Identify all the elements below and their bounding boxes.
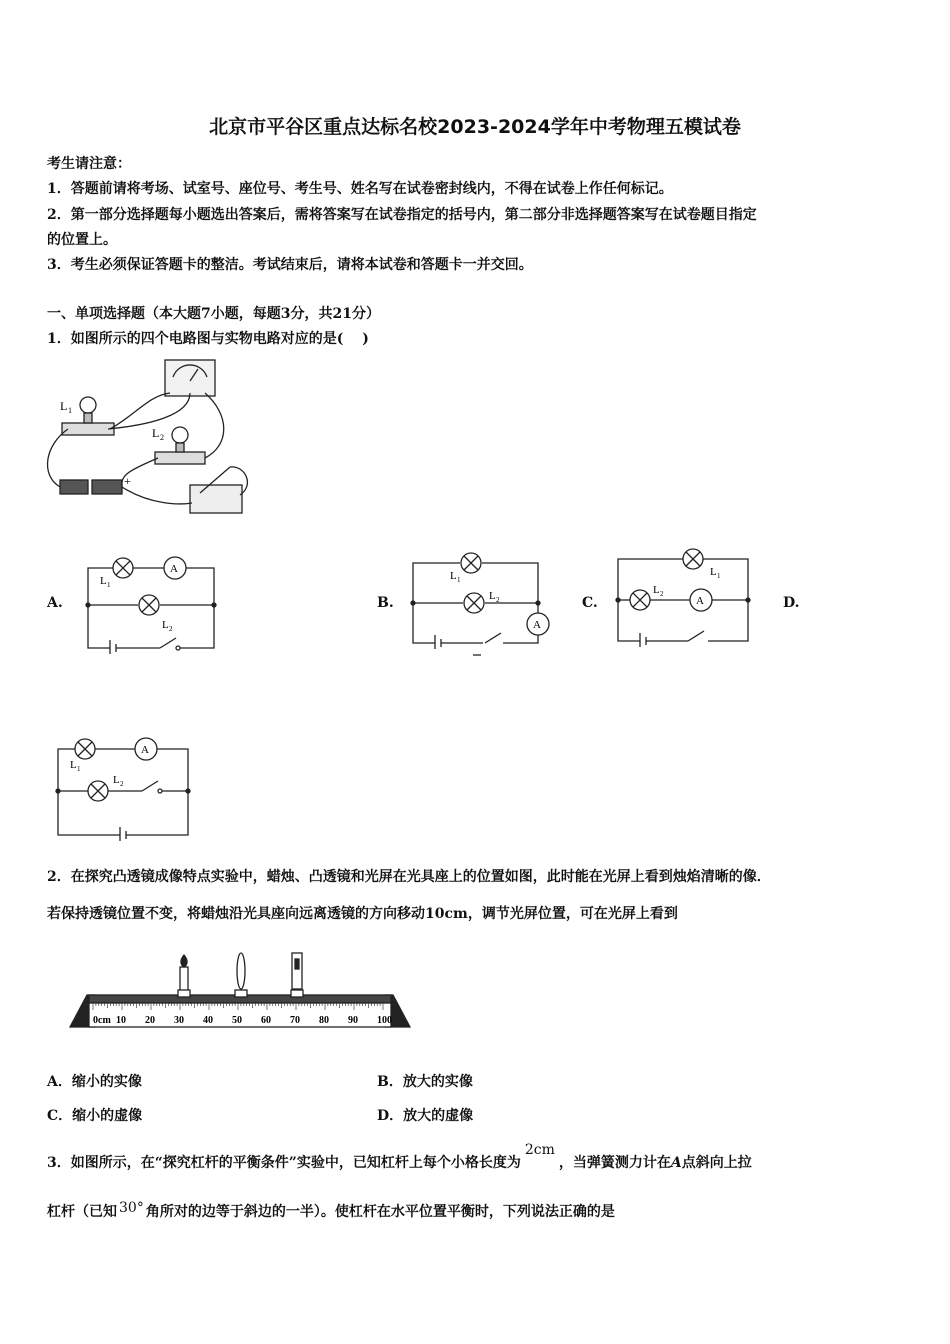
question-3-text: 3．如图所示，在“探究杠杆的平衡条件”实验中，已知杠杆上每个小格长度为 xyxy=(47,1155,521,1171)
bulb-l2-label: L xyxy=(152,426,160,440)
bulb-l1-label: L xyxy=(100,575,107,587)
q2-option-d: D．放大的虚像 xyxy=(377,1108,474,1124)
ammeter-label: A xyxy=(141,744,149,756)
bulb-l2-holder xyxy=(155,452,205,464)
battery-cell xyxy=(60,480,88,494)
bulb-l2-label: L xyxy=(162,619,169,631)
question-3-text: ，当弹簧测力计在 xyxy=(558,1155,671,1171)
bulb-l2-label: L xyxy=(489,590,496,602)
real-circuit-figure xyxy=(40,355,260,525)
scale-tick-label: 90 xyxy=(348,1015,358,1026)
q1-option-c: C. xyxy=(582,595,598,611)
label-subscript: 1 xyxy=(457,576,461,584)
bulb-l1-label: L xyxy=(60,399,68,413)
question-3-text: 杠杆（已知 xyxy=(47,1204,117,1220)
bulb-l1-label: L xyxy=(450,570,457,582)
question-1-stem: 1．如图所示的四个电路图与实物电路对应的是( ) xyxy=(47,331,369,347)
label-subscript: 2 xyxy=(496,596,500,604)
section-heading: 一、单项选择题（本大题7小题，每题3分，共21分） xyxy=(47,306,380,322)
q2-option-a: A．缩小的实像 xyxy=(47,1074,142,1090)
scale-tick-label: 20 xyxy=(145,1015,155,1026)
label-subscript: 2 xyxy=(660,590,664,598)
question-3-text: 角所对的边等于斜边的一半）。使杠杆在水平位置平衡时，下列说法正确的是 xyxy=(145,1204,615,1220)
ammeter-label: A xyxy=(696,595,704,607)
q2-option-b: B．放大的实像 xyxy=(377,1074,473,1090)
label-subscript: 2 xyxy=(120,780,124,788)
circuit-diagram-b xyxy=(405,545,555,660)
question-2-stem: 2．在探究凸透镜成像特点实验中，蜡烛、凸透镜和光屏在光具座上的位置如图，此时能在光屏上看到烛焰清晰的像． xyxy=(47,869,771,885)
grid-length-value: 2cm xyxy=(524,1142,555,1158)
question-2-stem: 若保持透镜位置不变，将蜡烛沿光具座向远离透镜的方向移动10cm，调节光屏位置，可在光屏上看到 xyxy=(47,906,678,922)
notice-item: 2．第一部分选择题每小题选出答案后，需将答案写在试卷指定的括号内，第二部分非选择题答案写在试卷题目指定 xyxy=(47,207,757,223)
question-3-stem xyxy=(47,1201,615,1221)
label-subscript: 1 xyxy=(717,572,721,580)
switch-device xyxy=(190,485,242,513)
scale-tick-label: 60 xyxy=(261,1015,271,1026)
ammeter-label: A xyxy=(533,619,541,631)
circuit-diagram-a xyxy=(80,550,225,655)
bulb-l1-label: L xyxy=(710,566,717,578)
angle-value: 30° xyxy=(119,1200,144,1216)
flame-icon xyxy=(181,955,187,967)
point-a-label: A xyxy=(670,1155,682,1171)
label-subscript: 1 xyxy=(68,406,72,415)
battery-cell xyxy=(92,480,122,494)
notice-item: 1．答题前请将考场、试室号、座位号、考生号、姓名写在试卷密封线内，不得在试卷上作任何标记。 xyxy=(47,181,673,197)
q1-option-a: A. xyxy=(47,595,63,611)
notice-item: 的位置上。 xyxy=(47,232,117,248)
scale-tick-label: 0cm xyxy=(93,1015,111,1026)
label-subscript: 1 xyxy=(107,581,111,589)
scale-tick-label: 100 xyxy=(377,1015,392,1026)
bulb-l2-label: L xyxy=(653,584,660,596)
scale-tick-label: 10 xyxy=(116,1015,126,1026)
circuit-diagram-d xyxy=(50,735,195,845)
circuit-diagram-c xyxy=(610,545,755,655)
battery-plus-label: + xyxy=(124,474,131,488)
scale-tick-label: 70 xyxy=(290,1015,300,1026)
ammeter-label: A xyxy=(170,563,178,575)
label-subscript: 2 xyxy=(169,625,173,633)
scale-tick-label: 30 xyxy=(174,1015,184,1026)
q1-option-b: B. xyxy=(377,595,394,611)
notice-heading: 考生请注意： xyxy=(47,156,131,172)
page-title: 北京市平谷区重点达标名校2023-2024学年中考物理五模试卷 xyxy=(209,116,741,138)
scale-tick-label: 50 xyxy=(232,1015,242,1026)
label-subscript: 2 xyxy=(160,433,164,442)
q1-option-d: D. xyxy=(783,595,800,611)
convex-lens xyxy=(237,953,245,989)
bulb-l2-label: L xyxy=(113,774,120,786)
question-3-stem xyxy=(47,1142,752,1172)
notice-item: 3．考生必须保证答题卡的整洁。考试结束后，请将本试卷和答题卡一并交回。 xyxy=(47,257,533,273)
bulb-l1-label: L xyxy=(70,759,77,771)
q2-option-c: C．缩小的虚像 xyxy=(47,1108,143,1124)
scale-tick-label: 80 xyxy=(319,1015,329,1026)
scale-tick-label: 40 xyxy=(203,1015,213,1026)
question-3-text: 点斜向上拉 xyxy=(681,1155,752,1171)
bulb-l1-holder xyxy=(62,423,114,435)
optical-bench-figure xyxy=(65,945,415,1035)
label-subscript: 1 xyxy=(77,765,81,773)
